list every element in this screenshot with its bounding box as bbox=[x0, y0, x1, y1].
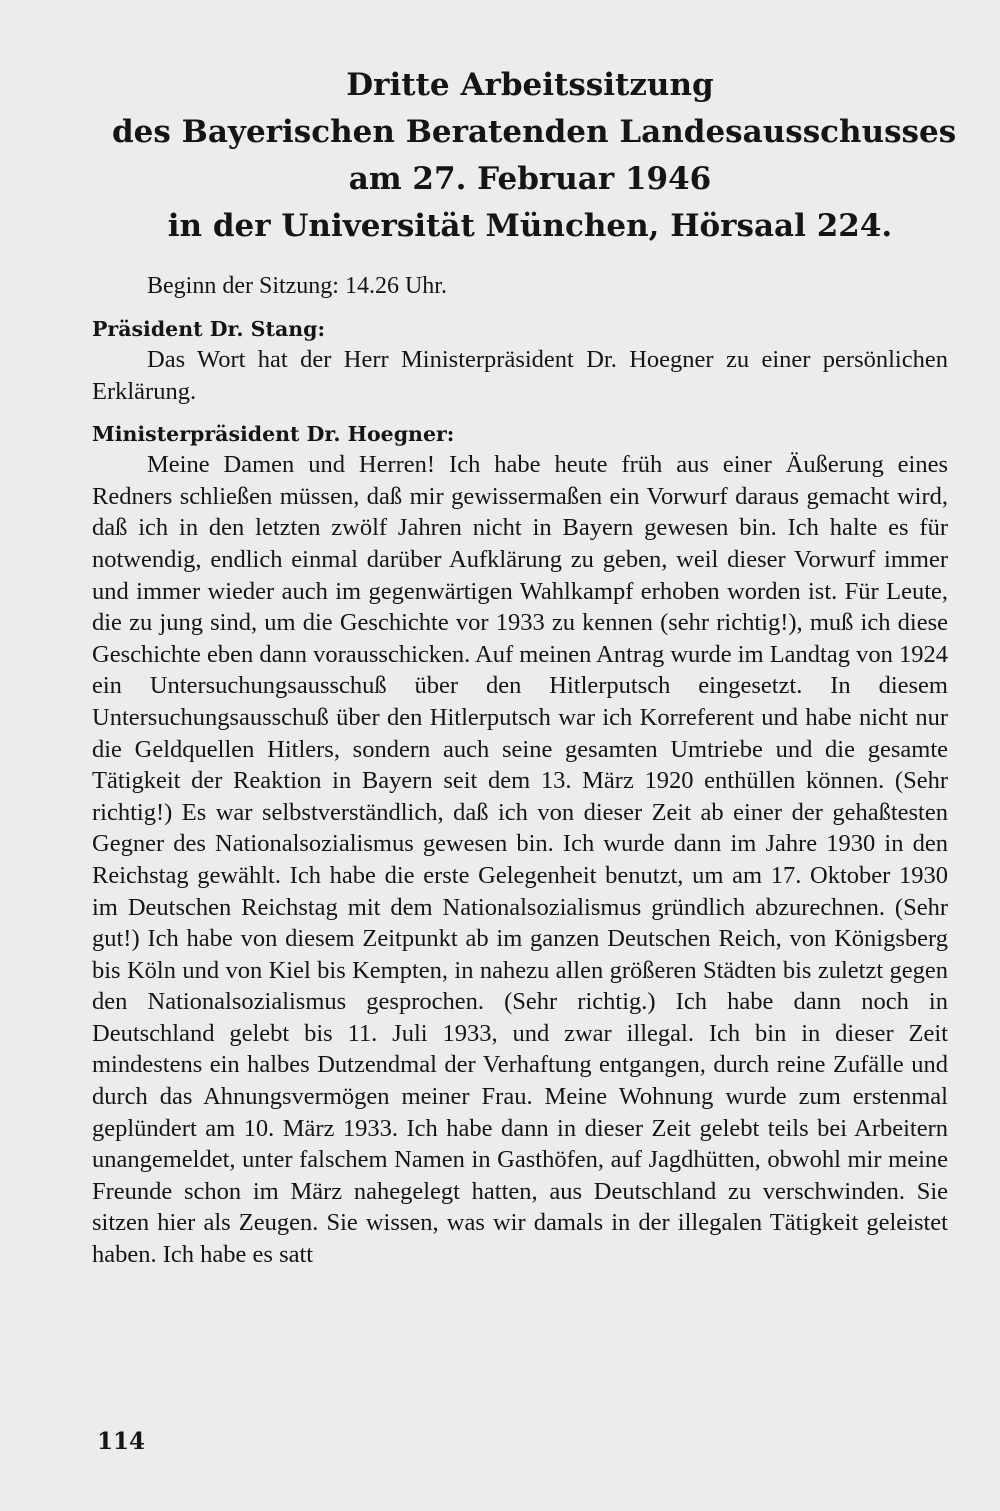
speech-text: Meine Damen und Herren! Ich habe heute früh aus einer Äußerung eines Redners schließen müssen, daß mir gewissermaßen ein Vorwurf daraus gemacht wird, daß ich in den letzten zwölf Jahren nicht in Bayern gewesen bin. Ich halte es für notwendig, endlich einmal darüber Aufklärung zu geben, weil dieser Vorwurf immer und immer wieder auch im gegenwärtigen Wahlkampf erhoben worden ist. Für Leute, die zu jung sind, um die Geschichte vor 1933 zu kennen (sehr richtig!), muß ich diese Geschichte eben dann vorausschicken. Auf meinen Antrag wurde im Landtag von 1924 ein Untersuchungsausschuß über den Hitlerputsch eingesetzt. In diesem Untersuchungsausschuß über den Hitlerputsch war ich Korreferent und habe nicht nur die Geldquellen Hitlers, sondern auch seine gesamten Umtriebe und die gesamte Tätigkeit der Reaktion in Bayern seit dem 13. März 1920 enthüllen können. (Sehr richtig!) Es war selbstverständlich, daß ich von dieser Zeit ab einer der gehaßtesten Gegner des Nationalsozialismus gewesen bin. Ich wurde dann im Jahre 1930 in den Reichstag gewählt. Ich habe die erste Gelegenheit benutzt, um am 17. Oktober 1930 im Deutschen Reichstag mit dem Nationalsozialismus gründlich abzurechnen. (Sehr gut!) Ich habe von diesem Zeitpunkt ab im ganzen Deutschen Reich, von Königsberg bis Köln und von Kiel bis Kempten, in nahezu allen größeren Städten bis zuletzt gegen den Nationalsozialismus gesprochen. (Sehr richtig.) Ich habe dann noch in Deutschland gelebt bis 11. Juli 1933, und zwar illegal. Ich bin in dieser Zeit mindestens ein halbes Dutzendmal der Verhaftung entgangen, durch reine Zufälle und durch das Ahnungsvermögen meiner Frau. Meine Wohnung wurde zum erstenmal geplündert am 10. März 1933. Ich habe dann in dieser Zeit gelebt teils bei Arbeitern unangemeldet, unter falschem Namen in Gasthöfen, auf Jagdhütten, obwohl mir meine Freunde schon im März nahegelegt hatten, aus Deutschland zu verschwinden. Sie sitzen hier als Zeugen. Sie wissen, was wir damals in der illegalen Tätigkeit geleistet haben. Ich habe es satt bbox=[92, 451, 948, 1269]
speech-text: Das Wort hat der Herr Ministerpräsident Dr. Hoegner zu einer persönlichen Erklärung. bbox=[92, 346, 948, 405]
session-title bbox=[112, 62, 957, 250]
title-line-1: Dritte Arbeitssitzung bbox=[346, 67, 714, 103]
title-line-2: des Bayerischen Beratenden Landesausschusses bbox=[112, 114, 957, 150]
page-number: 114 bbox=[97, 1428, 146, 1455]
speaker-name: Ministerpräsident Dr. Hoegner: bbox=[92, 422, 455, 447]
session-start-time: Beginn der Sitzung: 14.26 Uhr. bbox=[147, 273, 447, 299]
speaker-entry bbox=[92, 419, 948, 1270]
speaker-name: Präsident Dr. Stang: bbox=[92, 317, 326, 341]
speaker-entry bbox=[92, 314, 948, 407]
title-line-4: in der Universität München, Hörsaal 224. bbox=[167, 208, 893, 244]
title-line-3: am 27. Februar 1946 bbox=[348, 161, 712, 197]
